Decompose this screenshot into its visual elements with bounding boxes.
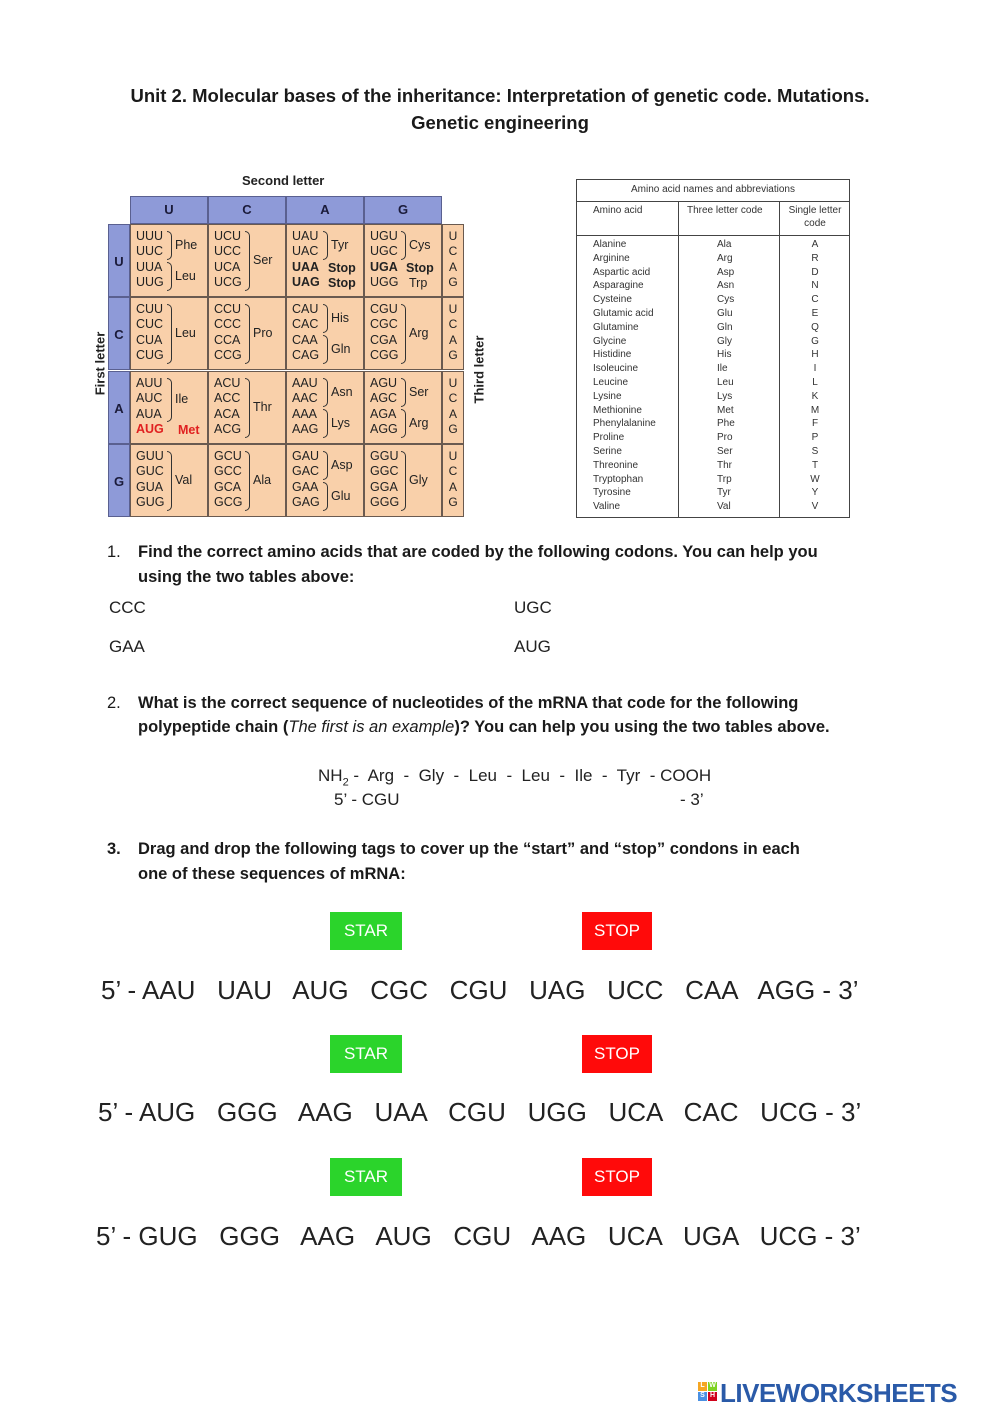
codon: GGC bbox=[370, 464, 399, 479]
aa-name: Glutamine bbox=[593, 321, 639, 333]
codon: UUA bbox=[136, 259, 163, 274]
aa-header-name: Amino acid bbox=[593, 205, 643, 216]
codon: CAU bbox=[292, 302, 319, 316]
aa-three-letter: Ser bbox=[717, 446, 733, 457]
aa-name: Glutamic acid bbox=[593, 308, 654, 319]
amino-acid: Tyr bbox=[331, 238, 349, 252]
first-letter-label: First letter bbox=[92, 331, 108, 396]
codon: CCU bbox=[214, 302, 242, 316]
brace bbox=[401, 231, 406, 260]
codon: GGU bbox=[370, 449, 399, 463]
aa-header-code: code bbox=[804, 218, 826, 229]
aa-name: Lysine bbox=[593, 390, 622, 402]
first-letter-cell: G bbox=[108, 444, 130, 517]
codon: UAU bbox=[292, 229, 319, 243]
second-letter-header: A bbox=[286, 196, 364, 224]
aa-three-letter: Gly bbox=[717, 335, 732, 347]
third-letter-cell bbox=[442, 444, 464, 517]
aa-single-letter: P bbox=[811, 432, 819, 444]
codon: CGG bbox=[370, 347, 399, 362]
first-letter-cell: U bbox=[108, 224, 130, 297]
codon: UCU bbox=[214, 229, 242, 243]
codon: AUU bbox=[136, 376, 163, 390]
genetic-code-chart bbox=[86, 170, 487, 522]
amino-acid: Gly bbox=[409, 473, 428, 487]
amino-acid: Leu bbox=[175, 326, 196, 340]
aa-single-letter: S bbox=[811, 446, 819, 457]
codon-cell-uc bbox=[208, 224, 286, 297]
third-letter-cell bbox=[442, 297, 464, 370]
aa-table-rule bbox=[577, 235, 849, 236]
aa-name: Aspartic acid bbox=[593, 266, 651, 278]
brace bbox=[323, 231, 328, 260]
q2-line-1: What is the correct sequence of nucleotides of the mRNA that code for the following bbox=[138, 694, 799, 712]
page-title bbox=[60, 82, 940, 136]
codon: CAC bbox=[292, 317, 319, 332]
brace bbox=[323, 482, 328, 511]
codon: AAU bbox=[292, 376, 318, 390]
brace bbox=[323, 451, 328, 480]
aa-three-letter: Asn bbox=[717, 280, 735, 292]
codon: CGC bbox=[370, 317, 398, 332]
brace bbox=[245, 231, 250, 291]
first-letter-cell: A bbox=[108, 371, 130, 444]
third-letter: U bbox=[448, 376, 458, 390]
codon: AAC bbox=[292, 391, 318, 406]
start-tag[interactable]: STAR bbox=[330, 1035, 402, 1073]
aa-single-letter: Q bbox=[811, 321, 819, 333]
amino-acid: Arg bbox=[409, 416, 429, 430]
aa-single-letter: K bbox=[811, 390, 819, 402]
codon: AUC bbox=[136, 391, 163, 406]
aa-three-letter: Pro bbox=[717, 432, 733, 444]
q2-line-2 bbox=[138, 715, 914, 740]
answer-start: 5’ - CGU bbox=[334, 790, 400, 809]
codon: ACU bbox=[214, 376, 241, 390]
codon: GUG bbox=[136, 494, 165, 509]
codon: UUC bbox=[136, 244, 164, 259]
aa-three-letter: Gln bbox=[717, 321, 733, 333]
codon-cell-ag bbox=[364, 371, 442, 444]
brace bbox=[323, 335, 328, 364]
codon: GCU bbox=[214, 449, 242, 463]
codon-cell-gg bbox=[364, 444, 442, 517]
aa-three-letter: Phe bbox=[717, 418, 735, 430]
mrna-sequence[interactable]: 5’ - AAU UAU AUG CGC CGU UAG UCC CAA AGG - 3’ bbox=[101, 975, 859, 1005]
brace bbox=[167, 378, 172, 422]
aa-name: Tyrosine bbox=[593, 487, 631, 499]
third-letter: U bbox=[448, 449, 458, 463]
q1-codon: UGC bbox=[514, 598, 552, 617]
codon-cell-cc bbox=[208, 297, 286, 370]
aa-name: Phenylalanine bbox=[593, 418, 656, 430]
brace bbox=[167, 451, 172, 511]
codon: CAG bbox=[292, 347, 320, 362]
brace bbox=[323, 409, 328, 438]
aa-header-three: Three letter code bbox=[687, 205, 763, 216]
codon-cell-cg bbox=[364, 297, 442, 370]
codon: AGC bbox=[370, 391, 398, 406]
codon: GCC bbox=[214, 464, 242, 479]
codon: UUG bbox=[136, 274, 164, 289]
aa-single-letter: A bbox=[811, 239, 819, 250]
second-letter-header: U bbox=[130, 196, 208, 224]
aa-name: Leucine bbox=[593, 377, 629, 388]
aa-three-letter: Met bbox=[717, 404, 734, 416]
aa-three-letter: Ala bbox=[717, 239, 732, 250]
stop-label: Stop bbox=[328, 261, 356, 275]
codon: UAA bbox=[292, 259, 320, 274]
aa-name: Histidine bbox=[593, 349, 632, 361]
third-letter: C bbox=[448, 317, 458, 332]
amino-acid: Lys bbox=[331, 416, 350, 430]
codon-cell-ga bbox=[286, 444, 364, 517]
amino-acid: Trp bbox=[409, 276, 428, 290]
amino-acid: His bbox=[331, 311, 350, 325]
codon: GUC bbox=[136, 464, 164, 479]
third-letter: A bbox=[448, 479, 457, 494]
codon: AUA bbox=[136, 406, 162, 421]
amino-acid-table bbox=[576, 179, 850, 518]
aa-name: Asparagine bbox=[593, 280, 644, 292]
brace bbox=[401, 409, 406, 438]
q1-line-1: Find the correct amino acids that are coded by the following codons. You can help you bbox=[138, 543, 818, 561]
q1-codon: GAA bbox=[109, 637, 145, 656]
third-letter: A bbox=[448, 259, 457, 274]
amino-acid: Pro bbox=[253, 326, 273, 340]
amino-acid: Ser bbox=[253, 253, 273, 267]
amino-acid: Cys bbox=[409, 238, 431, 252]
codon-cell-ca bbox=[286, 297, 364, 370]
aa-name: Alanine bbox=[593, 239, 627, 250]
brace bbox=[323, 378, 328, 407]
chain-nh: NH bbox=[318, 766, 343, 785]
aa-name: Glycine bbox=[593, 335, 627, 347]
aa-single-letter: G bbox=[811, 335, 819, 347]
codon: AAA bbox=[292, 406, 318, 421]
aa-single-letter: I bbox=[813, 363, 817, 375]
stop-label: Stop bbox=[328, 276, 356, 290]
codon: AGU bbox=[370, 376, 398, 390]
q1-codon: CCC bbox=[109, 598, 146, 617]
logo-letter: S bbox=[700, 1392, 705, 1399]
aa-single-letter: N bbox=[811, 280, 819, 292]
aa-single-letter: D bbox=[811, 266, 819, 278]
codon: CGA bbox=[370, 332, 398, 347]
brace bbox=[401, 451, 406, 511]
codon: AAG bbox=[292, 421, 319, 436]
aa-three-letter: Arg bbox=[717, 252, 733, 264]
aa-name: Proline bbox=[593, 432, 625, 444]
codon-cell-ug bbox=[364, 224, 442, 297]
stop-tag[interactable]: STOP bbox=[582, 1035, 652, 1073]
aa-three-letter: Ile bbox=[717, 363, 728, 375]
codon: GCA bbox=[214, 479, 242, 494]
aa-three-letter: Trp bbox=[717, 473, 732, 485]
aa-single-letter: M bbox=[810, 404, 820, 416]
amino-acid: Ser bbox=[409, 385, 429, 399]
aa-three-letter: Glu bbox=[717, 308, 733, 319]
amino-acid: Phe bbox=[175, 238, 198, 252]
brace bbox=[167, 262, 172, 291]
aa-table-rule bbox=[577, 201, 849, 202]
q3-line-2: one of these sequences of mRNA: bbox=[138, 865, 406, 883]
third-letter-cell bbox=[442, 224, 464, 297]
aa-single-letter: H bbox=[811, 349, 819, 361]
amino-acid: Leu bbox=[175, 269, 196, 283]
aa-name: Cysteine bbox=[593, 294, 632, 306]
codon: GAA bbox=[292, 479, 319, 494]
brace bbox=[323, 304, 328, 333]
logo-letter: W bbox=[709, 1382, 716, 1389]
second-letter-label: Second letter bbox=[242, 173, 325, 188]
start-tag[interactable]: STAR bbox=[330, 912, 402, 950]
codon: UGG bbox=[370, 274, 399, 289]
brace bbox=[401, 378, 406, 407]
codon: GUA bbox=[136, 479, 164, 494]
aa-three-letter: Leu bbox=[717, 377, 734, 388]
aa-header-single: Single letter bbox=[788, 205, 842, 216]
codon-cell-cu bbox=[130, 297, 208, 370]
q3-line-1: Drag and drop the following tags to cover up the “start” and “stop” condons in each bbox=[138, 840, 800, 858]
codon: GAG bbox=[292, 494, 320, 509]
brace bbox=[167, 304, 172, 364]
codon: UCA bbox=[214, 259, 241, 274]
aa-table-divider bbox=[678, 201, 679, 517]
q1-line-2: using the two tables above: bbox=[138, 568, 355, 586]
codon: GAC bbox=[292, 464, 320, 479]
codon: CCC bbox=[214, 317, 242, 332]
second-letter-header: G bbox=[364, 196, 442, 224]
first-letter-cell: C bbox=[108, 297, 130, 370]
mrna-sequence[interactable]: 5’ - AUG GGG AAG UAA CGU UGG UCA CAC UCG - 3’ bbox=[98, 1097, 862, 1127]
third-letter: G bbox=[448, 494, 458, 509]
codon-cell-uu bbox=[130, 224, 208, 297]
aa-single-letter: R bbox=[811, 252, 819, 264]
third-letter: C bbox=[448, 244, 458, 259]
amino-acid-met: Met bbox=[178, 423, 200, 437]
stop-tag[interactable]: STOP bbox=[582, 1158, 652, 1196]
brace bbox=[401, 304, 406, 364]
codon: CAA bbox=[292, 332, 318, 347]
codon: AUG bbox=[136, 421, 164, 436]
amino-acid: Ile bbox=[175, 392, 189, 406]
amino-acid: Thr bbox=[253, 400, 272, 414]
codon: CCA bbox=[214, 332, 241, 347]
codon: CCG bbox=[214, 347, 242, 362]
third-letter: U bbox=[448, 229, 458, 243]
codon: GAU bbox=[292, 449, 320, 463]
codon: UGC bbox=[370, 244, 398, 259]
aa-three-letter: Thr bbox=[717, 459, 732, 471]
aa-three-letter: Asp bbox=[717, 266, 735, 278]
q2-line-2-b: )? You can help you using the two tables above. bbox=[454, 718, 830, 736]
aa-single-letter: L bbox=[812, 377, 818, 388]
codon: AGG bbox=[370, 421, 398, 436]
codon: GGA bbox=[370, 479, 398, 494]
polypeptide-chain bbox=[318, 766, 711, 788]
amino-acid: Val bbox=[175, 473, 193, 487]
mrna-sequence[interactable]: 5’ - GUG GGG AAG AUG CGU AAG UCA UGA UCG - 3’ bbox=[96, 1221, 861, 1251]
q2-line-2-a: polypeptide chain ( bbox=[138, 718, 289, 736]
third-letter: G bbox=[448, 347, 458, 362]
codon: ACG bbox=[214, 421, 242, 436]
logo-text: LIVEWORKSHEETS bbox=[720, 1378, 958, 1408]
codon-cell-aa bbox=[286, 371, 364, 444]
codon: GGG bbox=[370, 494, 400, 509]
codon: UAG bbox=[292, 274, 320, 289]
aa-three-letter: Cys bbox=[717, 294, 735, 306]
third-letter-label: Third letter bbox=[471, 335, 487, 404]
third-letter: C bbox=[448, 464, 458, 479]
aa-three-letter: His bbox=[717, 349, 732, 361]
codon: CUC bbox=[136, 317, 164, 332]
aa-name: Valine bbox=[593, 501, 621, 513]
third-letter: C bbox=[448, 391, 458, 406]
brace bbox=[245, 304, 250, 364]
codon: GCG bbox=[214, 494, 243, 509]
brace bbox=[245, 451, 250, 511]
codon-cell-ua bbox=[286, 224, 364, 297]
title-line-2: Genetic engineering bbox=[411, 112, 589, 133]
aa-name: Tryptophan bbox=[593, 473, 644, 485]
answer-end: - 3’ bbox=[680, 790, 704, 809]
aa-name: Methionine bbox=[593, 404, 642, 416]
q2-number: 2. bbox=[107, 694, 121, 712]
codon-cell-gu bbox=[130, 444, 208, 517]
third-letter: U bbox=[448, 302, 458, 316]
third-letter: G bbox=[448, 274, 458, 289]
chain-sub: 2 bbox=[342, 776, 349, 789]
codon: CUA bbox=[136, 332, 163, 347]
aa-name: Threonine bbox=[593, 459, 639, 471]
q3-number: 3. bbox=[107, 840, 121, 858]
stop-tag[interactable]: STOP bbox=[582, 912, 652, 950]
amino-acid: Asn bbox=[331, 385, 353, 399]
second-letter-header: C bbox=[208, 196, 286, 224]
aa-name: Isoleucine bbox=[593, 363, 639, 375]
aa-three-letter: Tyr bbox=[717, 487, 731, 499]
aa-name: Arginine bbox=[593, 252, 630, 264]
aa-three-letter: Val bbox=[717, 501, 731, 513]
codon: ACC bbox=[214, 391, 241, 406]
aa-single-letter: F bbox=[811, 418, 819, 430]
codon: ACA bbox=[214, 406, 240, 421]
codon: UCG bbox=[214, 274, 242, 289]
aa-single-letter: T bbox=[811, 459, 819, 471]
amino-acid: Ala bbox=[253, 473, 272, 487]
third-letter: A bbox=[448, 406, 457, 421]
logo-letter: H bbox=[709, 1392, 716, 1399]
aa-name: Serine bbox=[593, 446, 622, 457]
codon: CUU bbox=[136, 302, 164, 316]
codon: UAC bbox=[292, 244, 319, 259]
q1-number: 1. bbox=[107, 543, 121, 561]
third-letter: A bbox=[448, 332, 457, 347]
codon: GUU bbox=[136, 449, 164, 463]
chain-rest: - Arg - Gly - Leu - Leu - Ile - Tyr - COOH bbox=[348, 766, 712, 785]
codon: CUG bbox=[136, 347, 164, 362]
amino-acid: Asp bbox=[331, 458, 353, 472]
codon: AGA bbox=[370, 406, 397, 421]
brace bbox=[245, 378, 250, 438]
brace bbox=[167, 231, 172, 260]
q2-line-2-italic: The first is an example bbox=[288, 718, 455, 736]
stop-label: Stop bbox=[406, 261, 434, 275]
codon-cell-gc bbox=[208, 444, 286, 517]
third-letter-cell bbox=[442, 371, 464, 444]
amino-acid: Arg bbox=[409, 326, 429, 340]
aa-single-letter: W bbox=[810, 473, 820, 485]
start-tag[interactable]: STAR bbox=[330, 1158, 402, 1196]
aa-table-title: Amino acid names and abbreviations bbox=[631, 184, 795, 195]
codon: CGU bbox=[370, 302, 398, 316]
aa-three-letter: Lys bbox=[717, 390, 733, 402]
amino-acid: Glu bbox=[331, 489, 351, 503]
codon: UCC bbox=[214, 244, 242, 259]
aa-single-letter: C bbox=[811, 294, 819, 306]
codon-cell-au bbox=[130, 371, 208, 444]
aa-single-letter: E bbox=[811, 308, 819, 319]
codon: UUU bbox=[136, 229, 164, 243]
aa-single-letter: V bbox=[811, 501, 819, 513]
q1-codon: AUG bbox=[514, 637, 551, 656]
codon: UGU bbox=[370, 229, 398, 243]
codon: UGA bbox=[370, 259, 398, 274]
amino-acid: Gln bbox=[331, 342, 351, 356]
third-letter: G bbox=[448, 421, 458, 436]
codon-cell-ac bbox=[208, 371, 286, 444]
aa-single-letter: Y bbox=[811, 487, 819, 499]
title-line-1: Unit 2. Molecular bases of the inheritance: Interpretation of genetic code. Mutations. bbox=[130, 85, 870, 106]
logo-letter: L bbox=[700, 1382, 705, 1389]
